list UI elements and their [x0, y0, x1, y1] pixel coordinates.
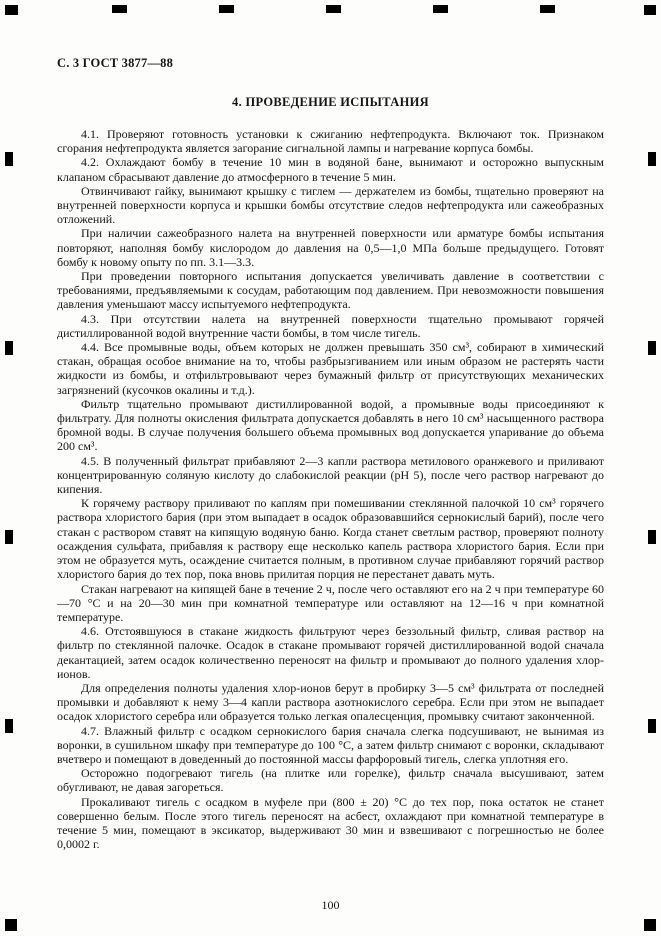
scan-artifact	[5, 341, 13, 355]
scan-artifact	[5, 5, 18, 15]
paragraph: Осторожно подогревают тигель (на плитке или горелке), фильтр сначала высушивают, затем обугливают, не давая загореться.	[57, 766, 604, 795]
scan-artifact	[5, 719, 13, 733]
paragraph: При наличии сажеобразного налета на внутренней поверхности или арматуре бомбы испытания повторяют, наполняя бомбу кислородом до давления на 0,5—1,0 МПа больше предыдущего. Готовят бомбу к новому опыту по пп. 3.1—3.3.	[57, 226, 604, 269]
paragraph: 4.1. Проверяют готовность установки к сжиганию нефтепродукта. Включают ток. Признаком сгорания нефтепродукта является загорание сигнальной лампы и нагревание корпуса бомбы.	[57, 127, 604, 156]
scan-artifact	[5, 919, 17, 931]
paragraph: Фильтр тщательно промывают дистиллированной водой, а промывные воды присоединяют к фильтрату. Для полноты окисления фильтрата допускается добавлять в него 10 см³ насыщенного раствора бромной воды. В случае получения большего объема промывных вод допускается упаривание до объема 200 см³.	[57, 396, 604, 454]
paragraph: 4.5. В полученный фильтрат прибавляют 2—3 капли раствора метилового оранжевого и приливают концентрированную соляную кислоту до слабокислой реакции (рН 5), после чего раствор нагревают до кипения.	[57, 453, 604, 497]
paragraph: Стакан нагревают на кипящей бане в течение 2 ч, после чего оставляют его на 2 ч при температуре 60—70 °С и на 20—30 мин при комнатной температуре или оставляют на 12—16 ч при комнатной температуре.	[57, 581, 604, 624]
paragraph: 4.7. Влажный фильтр с осадком сернокислого бария сначала слегка подсушивают, не вынимая из воронки, в сушильном шкафу при температуре до 100 °С, а затем фильтр снимают с воронки, складывают вчетверо и помещают в доведенный до постоянной массы фарфоровый тигель, слегка уплотняя его.	[57, 723, 604, 766]
paragraph: Для определения полноты удаления хлор-ионов берут в пробирку 3—5 см³ фильтрата от последней промывки и добавляют к нему 3—4 капли раствора азотнокислого серебра. Если при этом не выпадает осадок хлористого серебра или образуется только легкая опалесценция, промывку считают законченной.	[57, 680, 604, 724]
paragraph: При проведении повторного испытания допускается увеличивать давление в соответствии с требованиями, предъявляемыми к сосудам, работающим под давлением. При невозможности повышения давления уменьшают массу испытуемого нефтепродукта.	[57, 269, 604, 312]
scan-artifact	[644, 919, 656, 931]
page-header: С. 3 ГОСТ 3877—88	[57, 56, 174, 70]
scan-artifact	[648, 530, 656, 544]
scan-artifact	[326, 5, 341, 13]
scan-artifact	[5, 152, 13, 166]
document-body	[57, 127, 604, 851]
scan-artifact	[648, 341, 656, 355]
paragraph: Отвинчивают гайку, вынимают крышку с тиглем — держателем из бомбы, тщательно проверяют на внутренней поверхности корпуса и крышки бомбы отсутствие следов нефтепродукта или сажеобразных отложений.	[57, 183, 604, 227]
paragraph: 4.6. Отстоявшуюся в стакане жидкость фильтруют через беззольный фильтр, сливая раствор на фильтр по стеклянной палочке. Осадок в стакане промывают горячей дистиллированной водой сначала декантацией, затем осадок количественно переносят на фильтр и промывают до полного удаления хлор-ионов.	[57, 624, 604, 681]
scan-artifact	[648, 719, 656, 733]
paragraph: 4.2. Охлаждают бомбу в течение 10 мин в водяной бане, вынимают и осторожно выпускным клапаном сбрасывают давление до атмосферного в течение 5 мин.	[57, 155, 604, 184]
page-number: 100	[321, 898, 340, 912]
scan-artifact	[648, 152, 656, 166]
scan-artifact	[219, 5, 234, 13]
scan-artifact	[644, 5, 656, 15]
scan-artifact	[433, 5, 448, 13]
scan-artifact	[540, 5, 555, 13]
scan-artifact	[112, 5, 127, 13]
scan-artifact	[5, 530, 13, 544]
paragraph: 4.3. При отсутствии налета на внутренней поверхности тщательно промывают горячей дистиллированной водой внутренние части бомбы, в том числе тигель.	[57, 311, 604, 340]
paragraph: 4.4. Все промывные воды, объем которых не должен превышать 350 см³, собирают в химический стакан, обращая особое внимание на то, чтобы разбрызгиванием или иным образом не растерять части жидкости из бомбы, и отфильтровывают через бумажный фильтр от присутствующих механических загрязнений (кусочков окалины и т.д.).	[57, 340, 604, 397]
page-content	[57, 56, 604, 851]
paragraph: К горячему раствору приливают по каплям при помешивании стеклянной палочкой 10 см³ горячего раствора хлористого бария (при этом выпадает в осадок образовавшийся сернокислый барий), после чего стакан с раствором ставят на кипящую водяную баню. Когда станет светлым раствор, проверяют полноту осаждения сульфата, прибавляя к раствору еще несколько капель раствора хлористого бария. Если при этом не образуется муть, осаждение считается полным, в противном случае прибавляют горячий раствор хлористого бария до тех пор, пока вновь прилитая порция не перестанет давать муть.	[57, 496, 604, 582]
paragraph: Прокаливают тигель с осадком в муфеле при (800 ± 20) °С до тех пор, пока остаток не станет совершенно белым. После этого тигель переносят на асбест, охлаждают при комнатной температуре в течение 5 мин, помещают в эксикатор, выдерживают 30 мин и взвешивают с погрешностью не более 0,0002 г.	[57, 794, 604, 852]
section-title: 4. ПРОВЕДЕНИЕ ИСПЫТАНИЯ	[232, 95, 429, 109]
